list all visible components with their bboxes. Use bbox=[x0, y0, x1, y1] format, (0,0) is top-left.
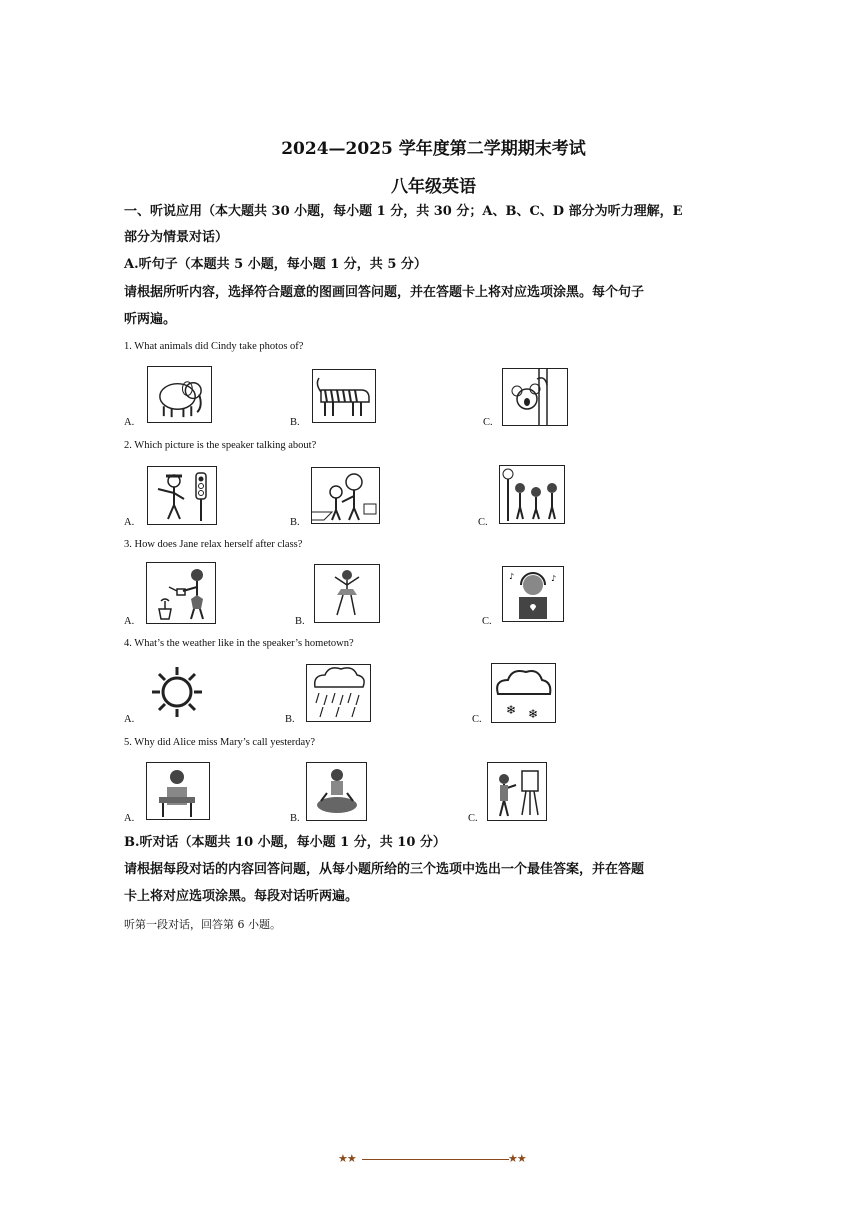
q5-painting-picture bbox=[487, 762, 547, 821]
q1-tiger-picture bbox=[312, 369, 376, 423]
q3-option-c-label: C. bbox=[482, 616, 492, 627]
q5-option-c-label: C. bbox=[468, 813, 478, 824]
question-5: 5. Why did Alice miss Mary’s call yesterday? bbox=[124, 737, 316, 748]
q3-option-b-label: B. bbox=[295, 616, 305, 627]
svg-text:❄: ❄ bbox=[528, 707, 539, 721]
q2-police-traffic-light-picture bbox=[147, 466, 217, 525]
q3-dancing-picture bbox=[314, 564, 380, 623]
svg-text:♪: ♪ bbox=[551, 574, 557, 583]
q1-option-c-label: C. bbox=[483, 417, 493, 428]
q1-koala-picture bbox=[502, 368, 568, 426]
footer-left-stars: ★★ bbox=[338, 1152, 356, 1165]
q1-elephant-picture bbox=[147, 366, 212, 423]
question-4: 4. What’s the weather like in the speaker’s hometown? bbox=[124, 638, 354, 649]
exam-subtitle: 八年级英语 bbox=[391, 177, 476, 197]
q1-option-a-label: A. bbox=[124, 417, 135, 428]
exam-title: 2024—2025 学年度第二学期期末考试 bbox=[281, 139, 586, 159]
q2-people-waiting-bus-stop-picture bbox=[499, 465, 565, 524]
q1-option-b-label: B. bbox=[290, 417, 300, 428]
q4-sunny-picture bbox=[144, 662, 211, 723]
q5-option-a-label: A. bbox=[124, 813, 135, 824]
question-3: 3. How does Jane relax herself after class? bbox=[124, 539, 303, 550]
partB-note: 听第一段对话，回答第 6 小题。 bbox=[124, 918, 281, 931]
section1-intro-line1: 一、听说应用（本大题共 30 小题，每小题 1 分，共 30 分；A、B、C、D 部分为听力理解，E bbox=[124, 204, 683, 219]
q4-option-b-label: B. bbox=[285, 714, 295, 725]
q3-listening-music-picture bbox=[502, 566, 564, 622]
q2-option-a-label: A. bbox=[124, 517, 135, 528]
q5-washing-clothes-picture bbox=[306, 762, 367, 821]
q2-option-c-label: C. bbox=[478, 517, 488, 528]
q4-option-c-label: C. bbox=[472, 714, 482, 725]
q3-watering-plants-picture bbox=[146, 562, 216, 624]
partB-instr-line2: 卡上将对应选项涂黑。每段对话听两遍。 bbox=[124, 889, 359, 904]
q5-studying-picture bbox=[146, 762, 210, 820]
svg-text:♪: ♪ bbox=[509, 572, 515, 581]
q4-rainy-picture bbox=[306, 664, 371, 722]
question-1: 1. What animals did Cindy take photos of? bbox=[124, 341, 304, 352]
question-2: 2. Which picture is the speaker talking about? bbox=[124, 440, 317, 451]
partA-heading: A.听句子（本题共 5 小题，每小题 1 分，共 5 分） bbox=[124, 257, 427, 272]
partA-instr-line2: 听两遍。 bbox=[124, 312, 177, 327]
partB-heading: B.听对话（本题共 10 小题，每小题 1 分，共 10 分） bbox=[124, 835, 446, 850]
q5-option-b-label: B. bbox=[290, 813, 300, 824]
q3-option-a-label: A. bbox=[124, 616, 135, 627]
footer-right-stars: ★★ bbox=[508, 1152, 526, 1165]
footer-divider bbox=[362, 1159, 509, 1160]
q4-snowy-picture bbox=[491, 663, 556, 723]
partA-instr-line1: 请根据所听内容，选择符合题意的图画回答问题，并在答题卡上将对应选项涂黑。每个句子 bbox=[124, 285, 645, 300]
partB-instr-line1: 请根据每段对话的内容回答问题，从每小题所给的三个选项中选出一个最佳答案，并在答题 bbox=[124, 862, 645, 877]
section1-intro-line2: 部分为情景对话） bbox=[124, 230, 229, 245]
q2-helping-child-cross-picture bbox=[311, 467, 380, 524]
q4-option-a-label: A. bbox=[124, 714, 135, 725]
q2-option-b-label: B. bbox=[290, 517, 300, 528]
svg-text:❄: ❄ bbox=[506, 703, 517, 717]
